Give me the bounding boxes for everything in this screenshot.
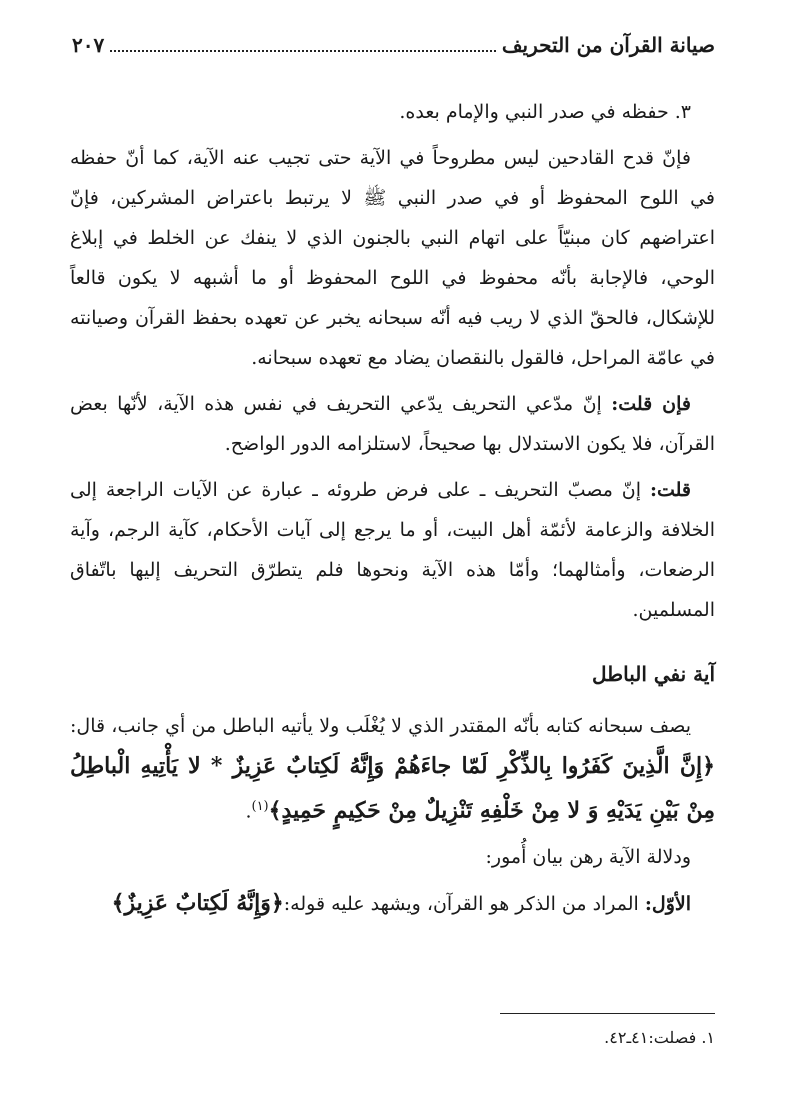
paragraph-matters: ودلالة الآية رهن بيان أُمور:: [485, 846, 691, 869]
reply-lead: قلت:: [649, 479, 691, 501]
first-point-verse: ﴿وَإِنَّهُ لَكِتابٌ عَزِيزٌ﴾: [111, 890, 284, 917]
paragraph-argument: فإنّ قدح القادحين ليس مطروحاً في الآية حتى تجيب عنه الآية، كما أنّ حفظه في اللوح المحفوظ أو في صدر النبي ﷺ لا يرتبط باعتراض المشركين، فإنّ اعتراضهم كان مبنيّاً على اتهام النبي بالجنون الذي لا ينفك عن الخلط في إبلاغ الوحي، فالإجابة بأنّه محفوظ في اللوح المحفوظ أو ما أشبهه لا يكون قالعاً للإشكال، فالحقّ الذي لا ريب فيه أنّه سبحانه يخبر عن تعهده بحفظ القرآن وصيانته في عامّة المراحل، فالقول بالنقصان يضاد مع تعهده سبحانه.: [70, 147, 715, 369]
running-header-title: صيانة القرآن من التحريف: [501, 33, 715, 57]
footnote-reference: (١): [251, 799, 269, 814]
objection-lead: فإن قلت:: [611, 393, 691, 415]
paragraph-point-3: ٣. حفظه في صدر النبي والإمام بعده.: [399, 101, 691, 123]
paragraph-reply: [70, 470, 715, 630]
reply-text: إنّ مصبّ التحريف ـ على فرض طروئه ـ عبارة عن الآيات الراجعة إلى الخلافة والزعامة لأئمّة أهل البيت، أو ما يرجع إلى آيات الأحكام، كآية الرجم، وآية الرضعات، وأمثالهما؛ وأمّا هذه الآية ونحوها فلم يتطرّق التحريف إليها باتّفاق المسلمين.: [70, 479, 715, 621]
paragraph-first-point: [70, 883, 715, 924]
footnote: ١. فصلت:٤١ـ٤٢.: [604, 1028, 715, 1047]
footnote-divider: [500, 1013, 715, 1014]
verse-end-period: .: [245, 800, 252, 823]
objection-text: إنّ مدّعي التحريف يدّعي التحريف في نفس هذه الآية، لأنّها بعض القرآن، فلا يكون الاستدلال بها صحيحاً، لاستلزامه الدور الواضح.: [70, 393, 715, 455]
paragraph-objection: [70, 384, 715, 464]
section-heading: آية نفي الباطل: [592, 662, 715, 686]
first-point-text: المراد من الذكر هو القرآن، ويشهد عليه قوله:: [283, 893, 645, 916]
body-text: [70, 92, 715, 930]
quran-verse: ﴿إِنَّ الَّذِينَ كَفَرُوا بِالذِّكْرِ لَمّا جاءَهُمْ وَإِنَّهُ لَكِتابٌ عَزِيزٌ * لا يَأْتِيهِ الْباطِلُ مِنْ بَيْنِ يَدَيْهِ وَ لا مِنْ خَلْفِهِ تَنْزِيلٌ مِنْ حَكِيمٍ حَمِيدٍ﴾: [70, 753, 715, 824]
verse-intro-text: يصف سبحانه كتابه بأنّه المقتدر الذي لا يُغْلَب ولا يأتيه الباطل من أي جانب، قال:: [70, 715, 691, 737]
running-header: [72, 30, 715, 60]
first-point-lead: الأوّل:: [644, 893, 691, 916]
header-dot-leader: [110, 48, 496, 52]
page-number: ٢٠٧: [72, 33, 105, 57]
paragraph-verse-intro: [70, 706, 715, 831]
